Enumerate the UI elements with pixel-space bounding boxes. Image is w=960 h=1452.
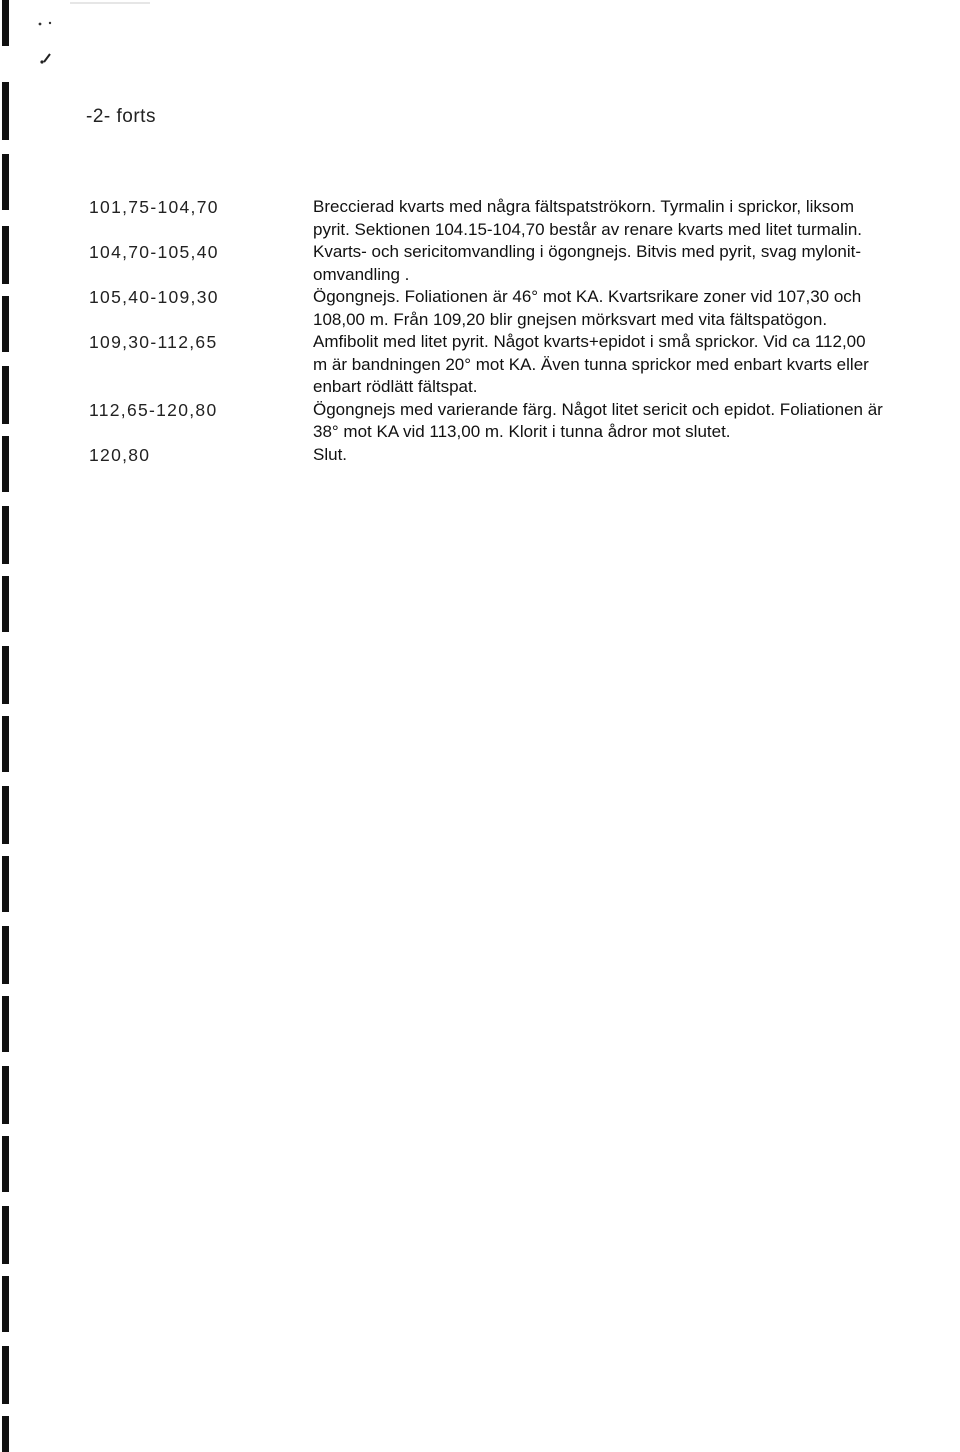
depth-interval: 104,70-105,40	[89, 242, 219, 262]
description-line: pyrit. Sektionen 104.15-104,70 består av renare kvarts med litet turmalin.	[313, 219, 863, 239]
log-entry	[89, 286, 959, 331]
binding-mark	[2, 506, 9, 564]
binding-mark	[2, 856, 9, 912]
log-entry	[89, 241, 959, 286]
binding-mark	[2, 1136, 9, 1192]
description-line: Ögongnejs. Foliationen är 46° mot KA. Kvartsrikare zoner vid 107,30 och	[313, 287, 862, 306]
binding-mark	[2, 436, 9, 492]
depth-interval: 105,40-109,30	[89, 287, 219, 307]
binding-mark	[2, 1416, 9, 1452]
binding-mark	[2, 716, 9, 772]
binding-mark	[2, 1066, 9, 1124]
rock-description	[313, 196, 959, 241]
depth-interval: 112,65-120,80	[89, 399, 218, 420]
binding-marks	[0, 0, 12, 1452]
scan-speck-mark	[36, 18, 76, 68]
rock-description	[313, 444, 959, 467]
binding-mark	[2, 1206, 9, 1264]
binding-mark	[2, 1346, 9, 1404]
description-line: enbart rödlätt fältspat.	[313, 377, 478, 396]
rock-description	[313, 399, 959, 444]
log-entry	[89, 444, 959, 467]
binding-mark	[2, 226, 9, 284]
log-entry	[89, 331, 959, 399]
description-line: Breccierad kvarts med några fältspatströkorn. Tyrmalin i sprickor, liksom	[313, 197, 855, 216]
description-line: omvandling .	[313, 264, 410, 284]
binding-mark	[2, 82, 9, 140]
description-line: m är bandningen 20° mot KA. Även tunna sprickor med enbart kvarts eller	[313, 354, 869, 374]
description-line: 38° mot KA vid 113,00 m. Klorit i tunna ådror mot slutet.	[313, 422, 731, 441]
binding-mark	[2, 366, 9, 424]
rock-description	[313, 241, 959, 286]
rock-description	[313, 286, 959, 331]
binding-mark	[2, 576, 9, 632]
depth-interval: 120,80	[89, 444, 151, 465]
description-line: Kvarts- och sericitomvandling i ögongnejs. Bitvis med pyrit, svag mylonit-	[313, 242, 861, 261]
description-line: Ögongnejs med varierande färg. Något litet sericit och epidot. Foliationen är	[313, 399, 883, 419]
log-entry	[89, 196, 959, 241]
depth-interval: 109,30-112,65	[89, 332, 218, 352]
binding-mark	[2, 0, 9, 46]
rock-description	[313, 331, 959, 399]
binding-mark	[2, 786, 9, 844]
drill-log-table	[89, 196, 959, 466]
description-line: 108,00 m. Från 109,20 blir gnejsen mörksvart med vita fältspatögon.	[313, 309, 828, 329]
description-line: Slut.	[313, 444, 348, 464]
binding-mark	[2, 646, 9, 704]
binding-mark	[2, 296, 9, 352]
binding-mark	[2, 1276, 9, 1332]
description-line: Amfibolit med litet pyrit. Något kvarts+epidot i små sprickor. Vid ca 112,00	[313, 332, 866, 351]
binding-mark	[2, 154, 9, 210]
binding-mark	[2, 926, 9, 984]
binding-mark	[2, 996, 9, 1052]
depth-interval: 101,75-104,70	[89, 197, 219, 217]
page-header: -2- forts	[86, 106, 156, 127]
scan-top-rule	[70, 2, 150, 4]
log-entry	[89, 399, 959, 444]
